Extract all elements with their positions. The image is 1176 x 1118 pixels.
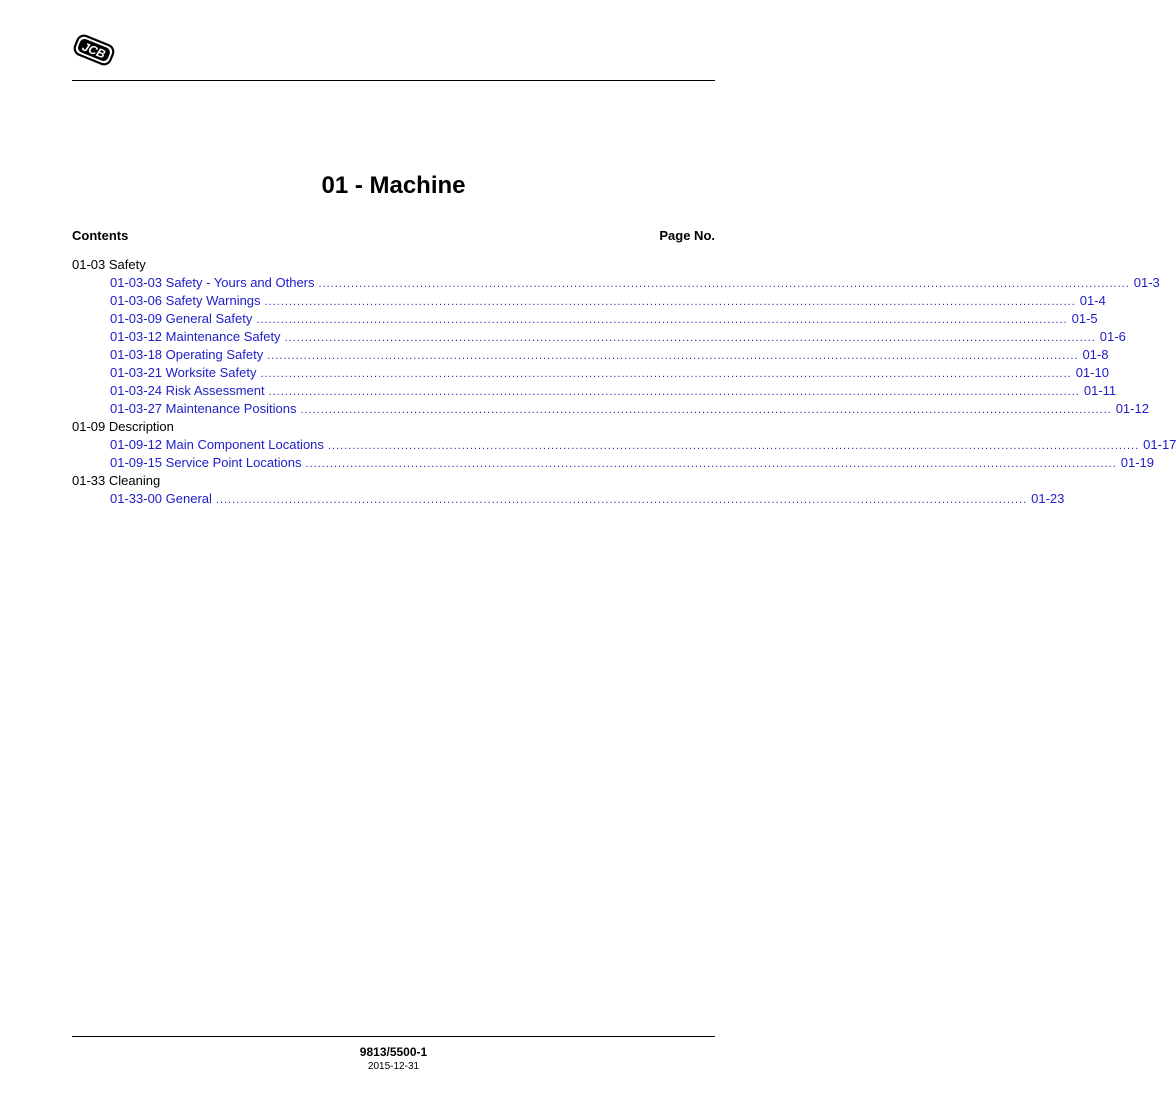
logo-text: JCB (80, 39, 108, 62)
dot-leader: ........................................................................................................................................................................................................ (268, 386, 1080, 398)
jcb-logo (72, 32, 116, 68)
toc-entry-page: 01-3 (1133, 275, 1160, 290)
toc-section-heading: 01-33 Cleaning (72, 473, 161, 488)
toc-entry-label: 01-03-09 General Safety (110, 311, 253, 326)
toc-entry-link[interactable] (72, 436, 1176, 454)
toc-entry-page: 01-10 (1075, 365, 1109, 380)
page-no-label: Page No. (659, 228, 715, 243)
dot-leader: ........................................................................................................................................................................................................ (318, 278, 1130, 290)
dot-leader: ........................................................................................................................................................................................................ (256, 314, 1068, 326)
dot-leader: ........................................................................................................................................................................................................ (284, 332, 1096, 344)
toc-entry-link[interactable] (72, 454, 1154, 472)
toc-entry-page: 01-4 (1079, 293, 1106, 308)
toc-header (72, 228, 715, 246)
dot-leader: ........................................................................................................................................................................................................ (264, 296, 1076, 308)
toc-entry-label: 01-09-12 Main Component Locations (110, 437, 324, 452)
toc-entry-label: 01-03-24 Risk Assessment (110, 383, 265, 398)
toc-entry-link[interactable] (72, 364, 1109, 382)
dot-leader: ........................................................................................................................................................................................................ (300, 404, 1112, 416)
toc-entry-page: 01-19 (1120, 455, 1154, 470)
toc-section-heading: 01-09 Description (72, 419, 174, 434)
dot-leader: ........................................................................................................................................................................................................ (305, 458, 1117, 470)
toc-entry-page: 01-8 (1082, 347, 1109, 362)
toc-entry-link[interactable] (72, 382, 1117, 400)
header-divider (72, 80, 715, 81)
toc-entry-link[interactable] (72, 292, 1106, 310)
contents-label: Contents (72, 228, 129, 243)
document-code: 9813/5500-1 (359, 1045, 428, 1059)
toc-entry-page: 01-12 (1115, 401, 1149, 416)
toc-entry-label: 01-03-06 Safety Warnings (110, 293, 261, 308)
table-of-contents (72, 256, 1176, 508)
toc-entry-link[interactable] (72, 274, 1160, 292)
toc-entry-page: 01-6 (1099, 329, 1126, 344)
toc-entry-page: 01-11 (1083, 383, 1117, 398)
page-title: 01 - Machine (321, 172, 466, 199)
toc-entry-link[interactable] (72, 310, 1098, 328)
toc-entry-page: 01-23 (1031, 491, 1065, 506)
toc-entry-page: 01-5 (1071, 311, 1098, 326)
toc-entry-link[interactable] (72, 490, 1065, 508)
toc-entry-label: 01-03-12 Maintenance Safety (110, 329, 281, 344)
toc-entry-label: 01-09-15 Service Point Locations (110, 455, 302, 470)
toc-entry-label: 01-03-03 Safety - Yours and Others (110, 275, 315, 290)
dot-leader: ........................................................................................................................................................................................................ (327, 440, 1140, 452)
toc-entry-label: 01-03-18 Operating Safety (110, 347, 264, 362)
toc-entry-label: 01-03-27 Maintenance Positions (110, 401, 297, 416)
toc-entry-link[interactable] (72, 328, 1126, 346)
document-date: 2015-12-31 (367, 1061, 420, 1072)
footer-divider (72, 1036, 715, 1037)
dot-leader: ........................................................................................................................................................................................................ (260, 368, 1072, 380)
toc-entry-link[interactable] (72, 346, 1109, 364)
toc-entry-label: 01-33-00 General (110, 491, 212, 506)
toc-section-heading: 01-03 Safety (72, 257, 146, 272)
dot-leader: ........................................................................................................................................................................................................ (215, 494, 1028, 506)
toc-entry-page: 01-17 (1143, 437, 1176, 452)
toc-entry-label: 01-03-21 Worksite Safety (110, 365, 257, 380)
dot-leader: ........................................................................................................................................................................................................ (267, 350, 1079, 362)
toc-entry-link[interactable] (72, 400, 1149, 418)
